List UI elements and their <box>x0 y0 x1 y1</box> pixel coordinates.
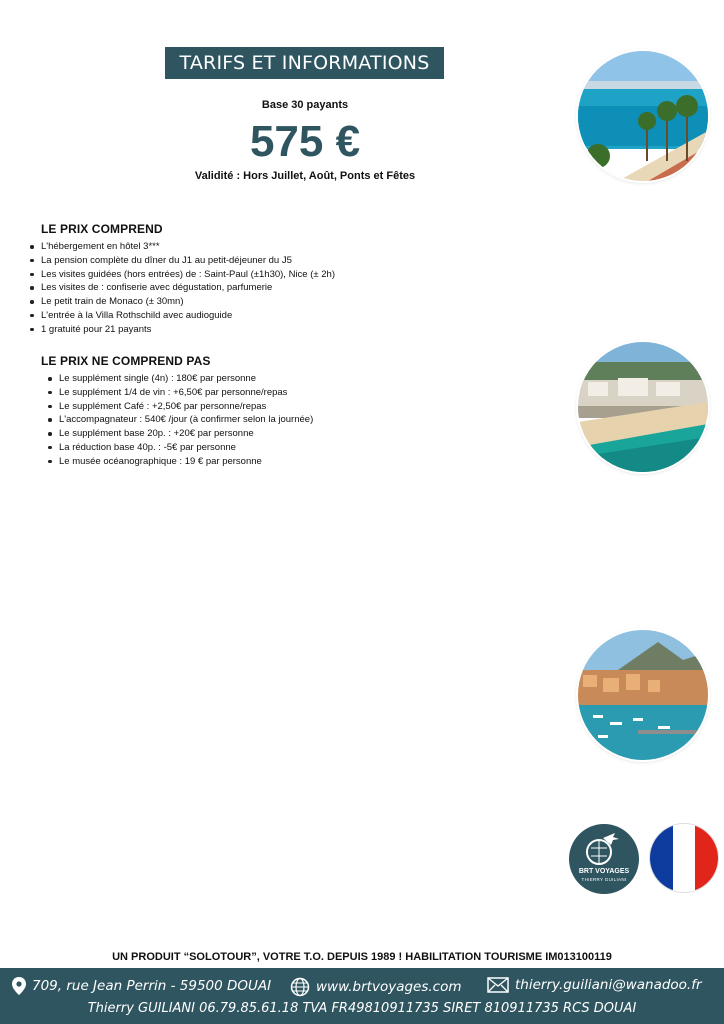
list-item: Le supplément Café : +2,50€ par personne/repas <box>45 400 313 414</box>
list-item: L'accompagnateur : 540€ /jour (à confirmer selon la journée) <box>45 413 313 427</box>
list-item: Le petit train de Monaco (± 30mn) <box>27 295 335 309</box>
list-item: Les visites de : confiserie avec dégustation, parfumerie <box>27 281 335 295</box>
validity-text: Validité : Hors Juillet, Août, Ponts et Fêtes <box>194 170 416 182</box>
beach-palms-photo <box>578 51 708 181</box>
included-title: LE PRIX COMPREND <box>41 222 163 236</box>
list-item: 1 gratuité pour 21 payants <box>27 323 335 337</box>
footer <box>0 968 724 1024</box>
list-item: La pension complète du dîner du J1 au petit-déjeuner du J5 <box>27 254 335 268</box>
list-item: La réduction base 40p. : -5€ par personne <box>45 441 313 455</box>
address-text: 709, rue Jean Perrin - 59500 DOUAI <box>32 978 272 994</box>
plane-globe-icon <box>569 824 639 868</box>
excluded-title: LE PRIX NE COMPREND PAS <box>41 354 211 368</box>
address <box>12 977 271 995</box>
legal-text: Thierry GUILIANI 06.79.85.61.18 TVA FR49810911735 SIRET 810911735 RCS DOUAI <box>87 1001 637 1016</box>
france-flag-icon <box>650 824 718 892</box>
globe-icon <box>290 977 310 997</box>
harbour-photo <box>578 630 708 760</box>
location-pin-icon <box>12 977 26 995</box>
website-link[interactable] <box>290 977 462 997</box>
list-item: L'hébergement en hôtel 3*** <box>27 240 335 254</box>
website-text[interactable]: www.brtvoyages.com <box>316 979 462 995</box>
list-item: Le supplément base 20p. : +20€ par personne <box>45 427 313 441</box>
coast-city-photo <box>578 342 708 472</box>
excluded-list <box>45 372 313 469</box>
mail-icon <box>487 977 509 993</box>
email-link[interactable] <box>487 977 702 993</box>
list-item: Le supplément 1/4 de vin : +6,50€ par personne/repas <box>45 386 313 400</box>
list-item: Les visites guidées (hors entrées) de : Saint-Paul (±1h30), Nice (± 2h) <box>27 268 335 282</box>
brt-voyages-logo <box>569 824 639 894</box>
logo-sub: THIERRY GUILIANI <box>581 877 627 882</box>
email-text[interactable]: thierry.guiliani@wanadoo.fr <box>515 977 702 993</box>
logo-name: BRT VOYAGES <box>578 868 630 875</box>
included-list <box>27 240 335 337</box>
list-item: Le supplément single (4n) : 180€ par personne <box>45 372 313 386</box>
tagline: UN PRODUIT “SOLOTOUR”, VOTRE T.O. DEPUIS 1989 ! HABILITATION TOURISME IM013100119 <box>112 951 612 963</box>
base-label: Base 30 payants <box>261 99 349 111</box>
price: 575 € <box>249 117 361 166</box>
list-item: L'entrée à la Villa Rothschild avec audioguide <box>27 309 335 323</box>
list-item: Le musée océanographique : 19 € par personne <box>45 455 313 469</box>
page-title: TARIFS ET INFORMATIONS <box>165 47 444 79</box>
